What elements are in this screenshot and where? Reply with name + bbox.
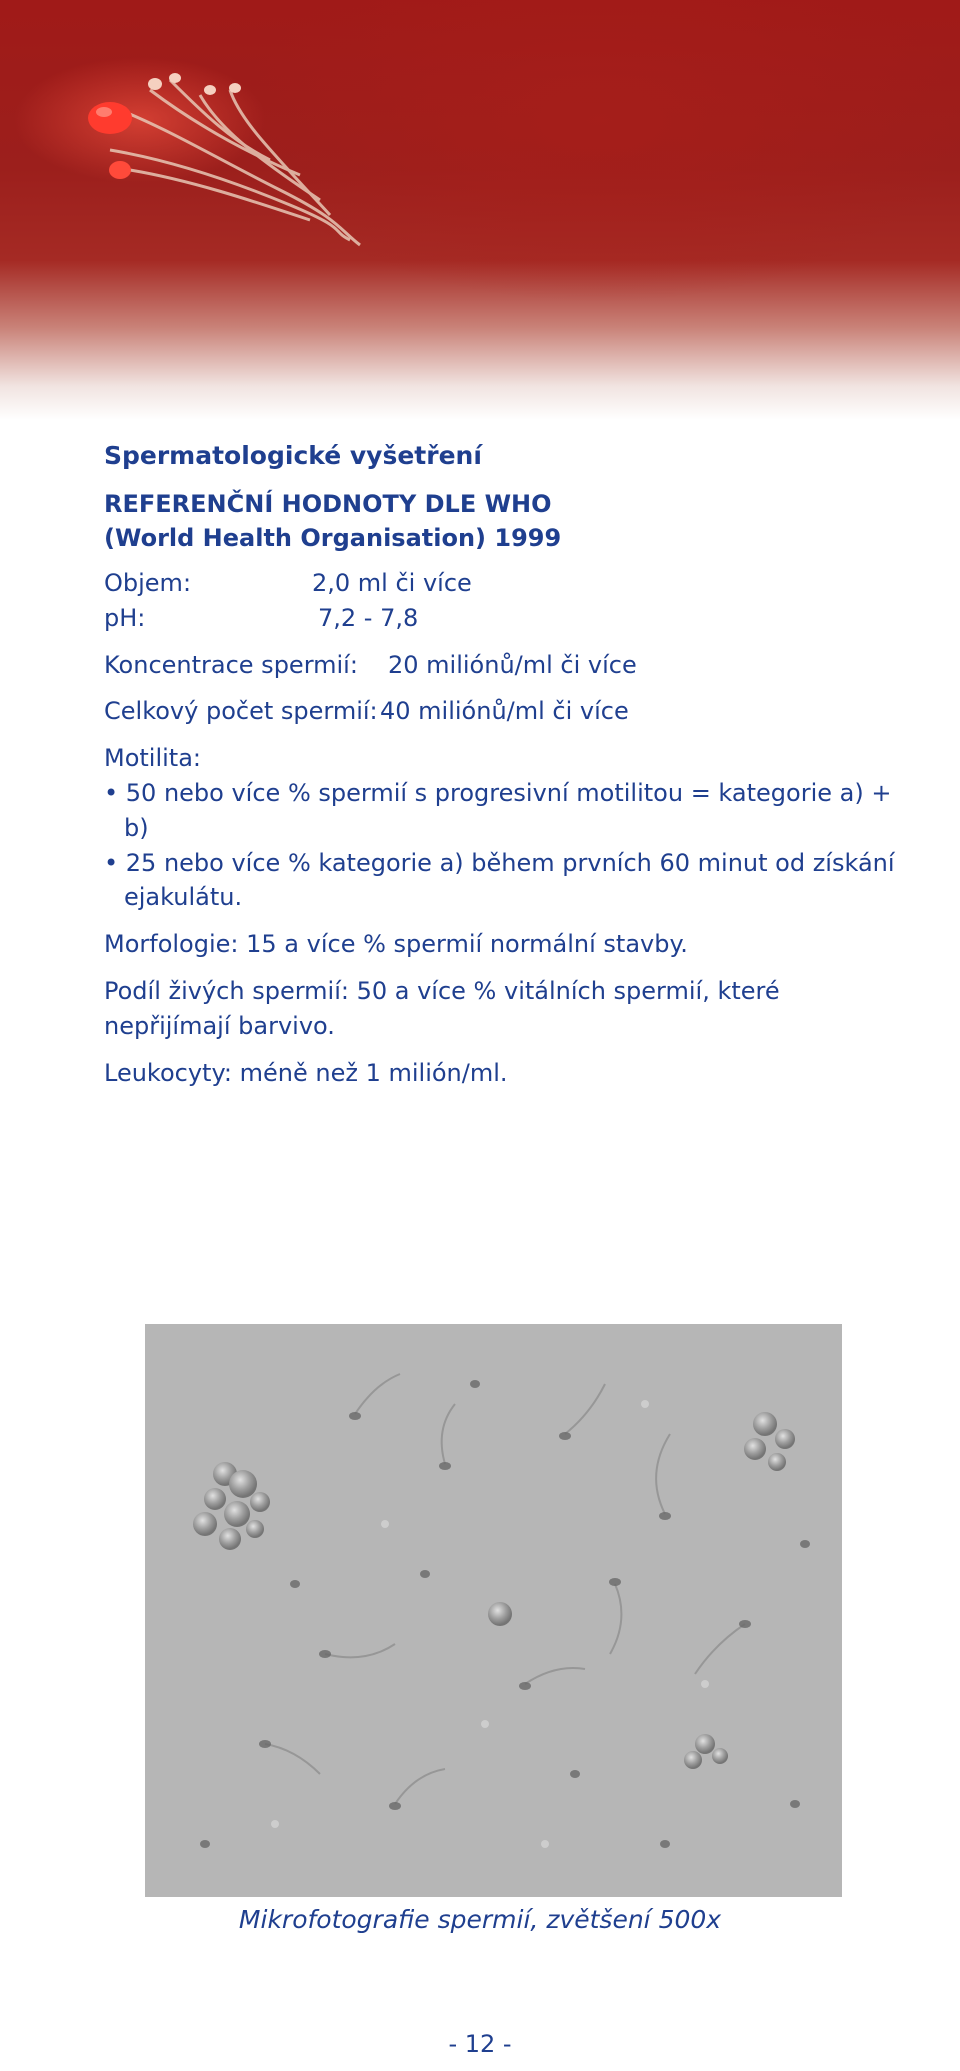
microphotograph-image — [145, 1324, 842, 1897]
motilita-list — [104, 776, 904, 915]
list-item: • 25 nebo více % kategorie a) během prvních 60 minut od získání ejakulátu. — [104, 848, 895, 912]
page-title: Spermatologické vyšetření — [104, 441, 482, 470]
koncentrace-row — [104, 648, 904, 683]
main-content — [104, 440, 904, 1090]
celkovy-label: Celkový počet spermií: — [104, 697, 378, 726]
figure-caption: Mikrofotografie spermií, zvětšení 500x — [238, 1905, 722, 1934]
objem-value: 2,0 ml či více — [312, 569, 472, 598]
list-item: • 50 nebo více % spermií s progresivní motilitou = kategorie a) + b) — [104, 779, 892, 842]
who-heading-line2: (World Health Organisation) 1999 — [104, 524, 562, 553]
koncentrace-label: Koncentrace spermií: — [104, 650, 358, 679]
ph-label: pH: — [104, 603, 146, 632]
motilita-label: Motilita: — [104, 744, 202, 773]
microphotograph — [145, 1324, 842, 1897]
objem-label: Objem: — [104, 569, 192, 598]
celkovy-row — [104, 694, 904, 729]
header-photo — [0, 0, 960, 420]
koncentrace-value: 20 miliónů/ml či více — [388, 650, 637, 679]
ph-row — [104, 601, 904, 636]
ph-value: 7,2 - 7,8 — [318, 603, 419, 632]
objem-row — [104, 566, 904, 601]
leukocyty-text: Leukocyty: méně než 1 milión/ml. — [104, 1058, 508, 1087]
who-heading-line1: REFERENČNÍ HODNOTY DLE WHO — [104, 489, 552, 518]
page-number: - 12 - — [448, 2030, 512, 2058]
who-heading — [104, 487, 904, 557]
sperm-cluster-image — [0, 0, 960, 420]
celkovy-value: 40 miliónů/ml či více — [380, 697, 629, 726]
morfologie-text: Morfologie: 15 a více % spermií normální stavby. — [104, 930, 688, 959]
podil-text: Podíl živých spermií: 50 a více % vitálních spermií, které nepřijímají barvivo. — [104, 977, 780, 1040]
